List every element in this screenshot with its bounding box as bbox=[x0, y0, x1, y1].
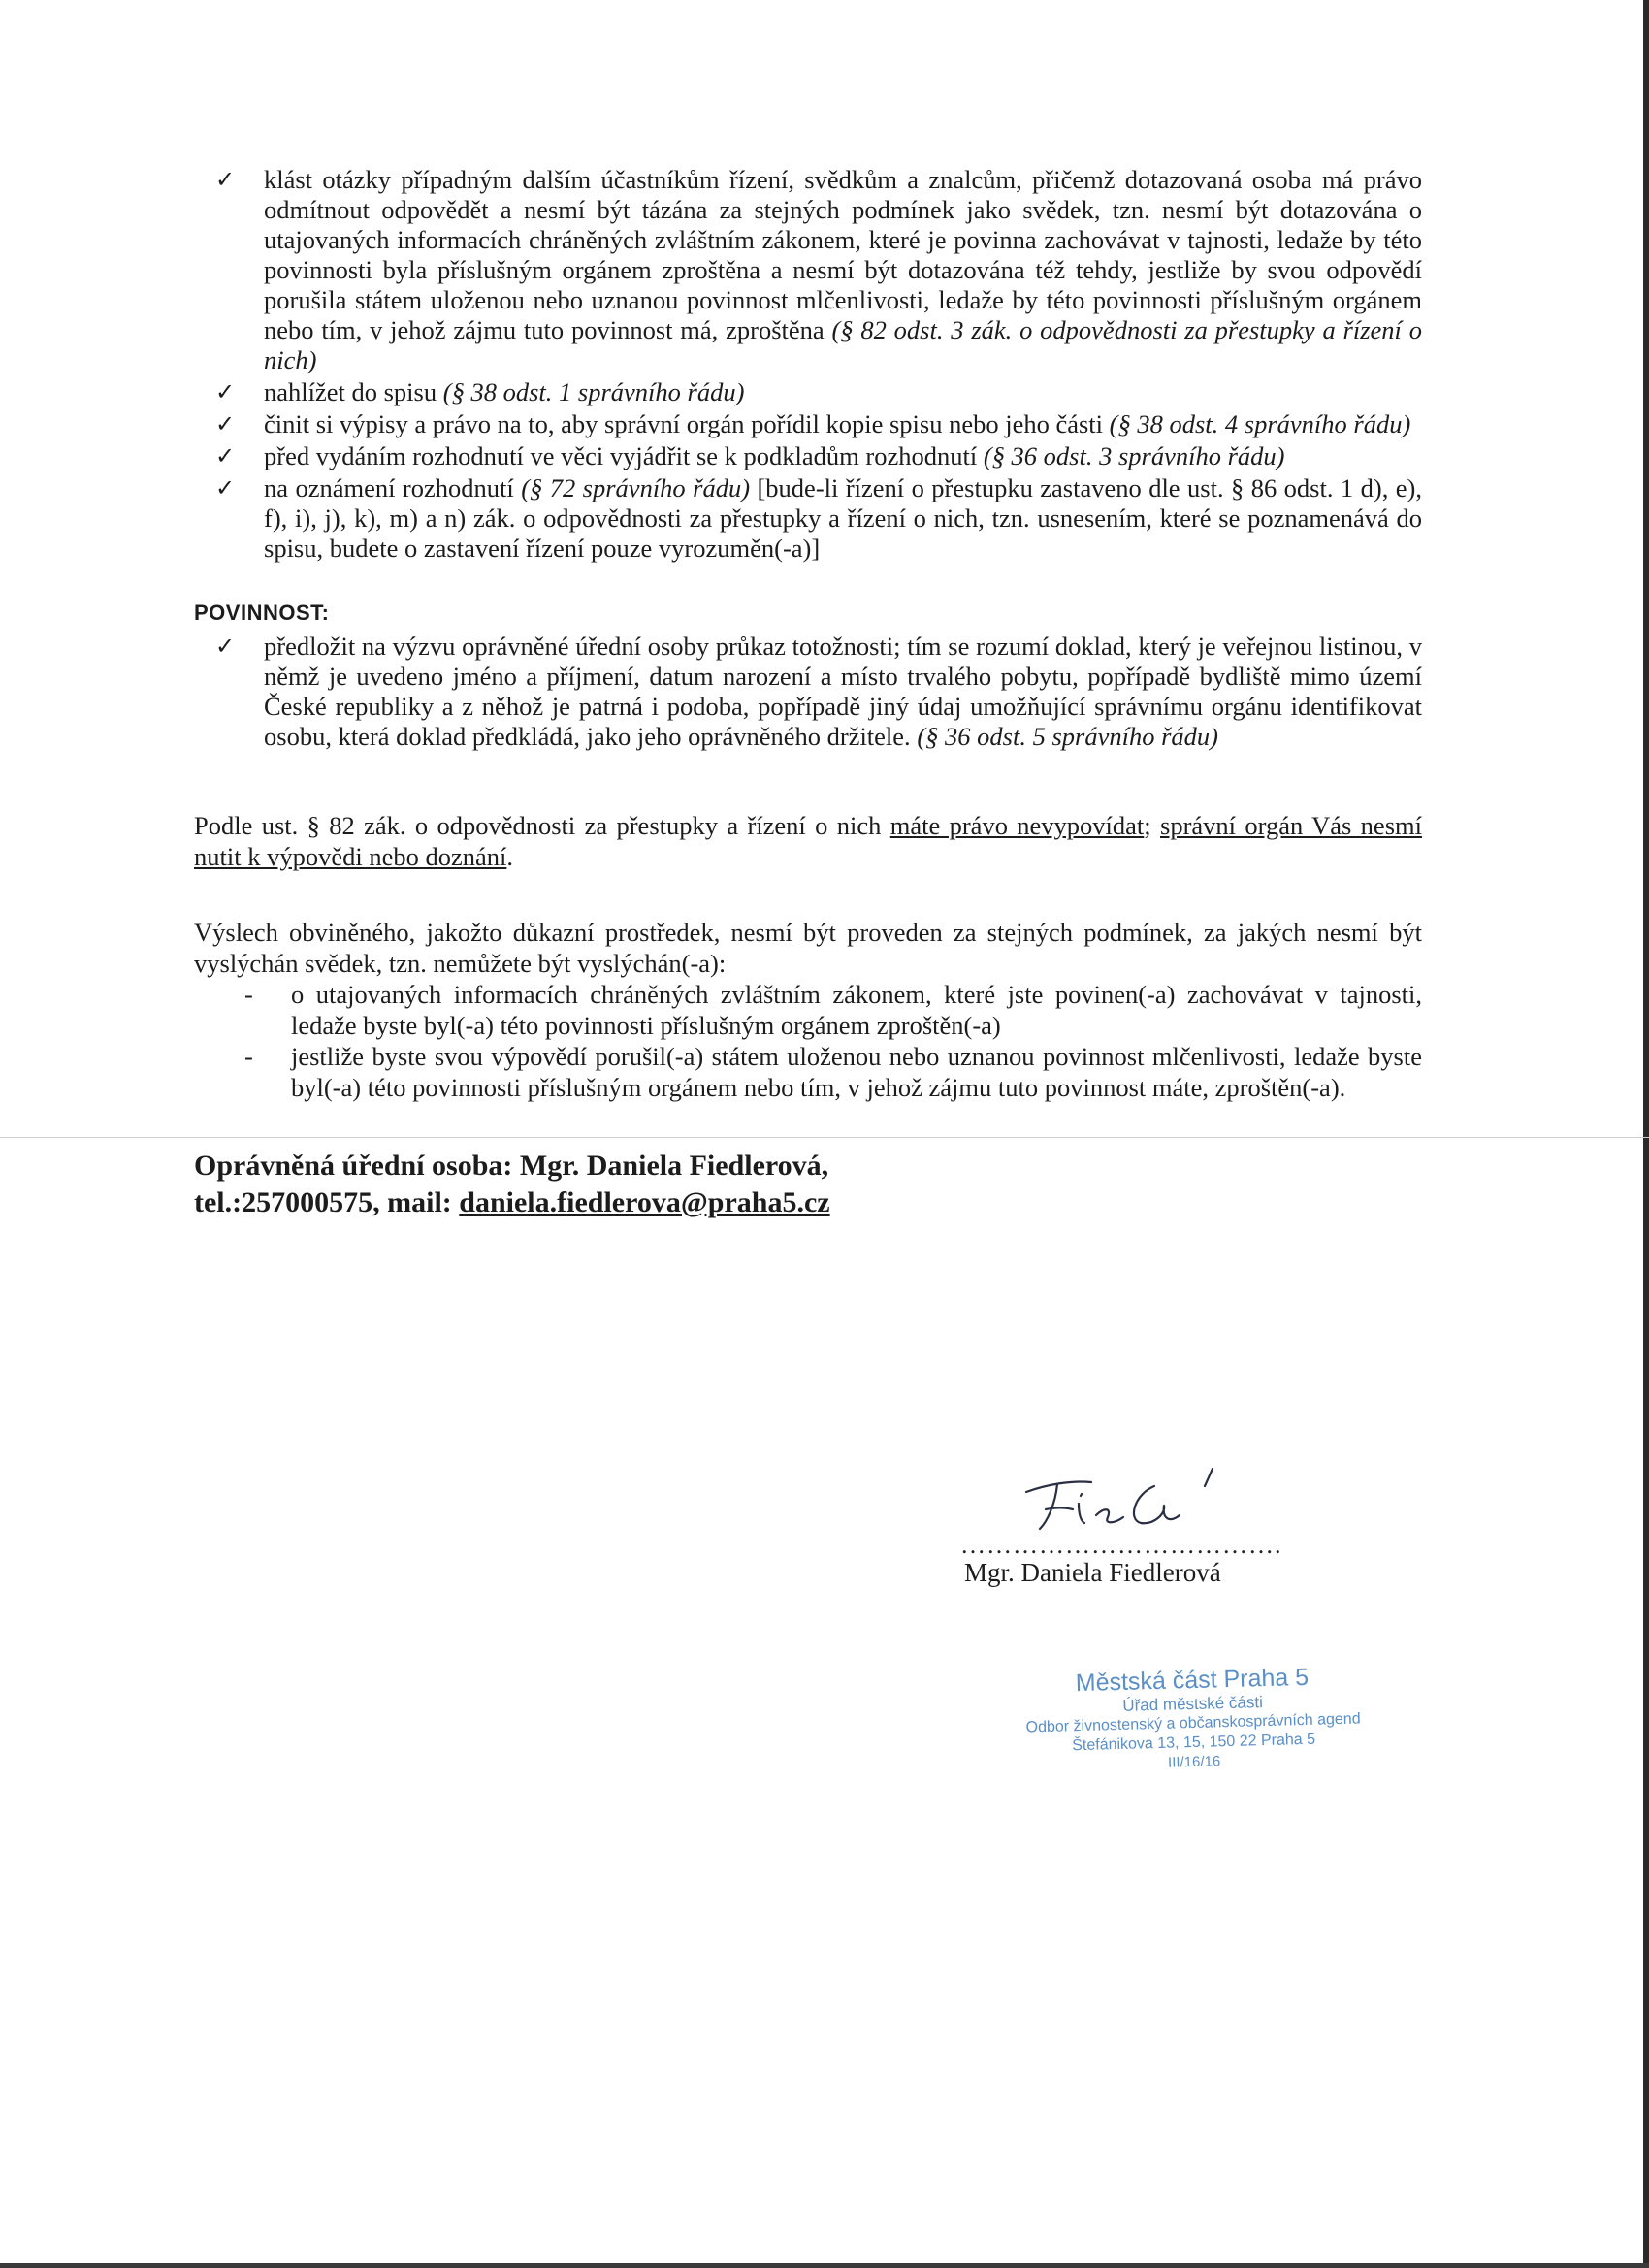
legal-reference: (§ 38 odst. 4 správního řádu) bbox=[1109, 409, 1411, 438]
official-contact-line: tel.:257000575, mail: daniela.fiedlerova@praha5.cz bbox=[194, 1186, 830, 1218]
checkmark-icon: ✓ bbox=[215, 632, 236, 660]
legal-reference: (§ 72 správního řádu) bbox=[521, 473, 751, 502]
document-body bbox=[194, 165, 1422, 1221]
duty-list bbox=[194, 632, 1422, 752]
checkmark-icon: ✓ bbox=[215, 474, 236, 502]
hearing-exception-item: - jestliže byste svou výpovědí porušil(-a) státem uloženou nebo uznanou povinnost mlčenlivosti, ledaže byste byl(-a) této povinnosti příslušným orgánem nebo tím, v jehož zájmu tuto povinnost máte, zproštěn(-a). bbox=[244, 1042, 1422, 1102]
stamp-line: III/16/16 bbox=[1167, 1753, 1221, 1771]
duty-item: ✓ předložit na výzvu oprávněné úřední osoby průkaz totožnosti; tím se rozumí doklad, který je veřejnou listinou, v němž je uvedeno jméno a příjmení, datum narození a místo trvalého pobytu, popřípadě bydliště mimo území České republiky a z něhož je patrná i podoba, popřípadě jiný údaj umožňující správnímu orgánu identifikovat osobu, která doklad předkládá, jako jeho oprávněného držitele. (§ 36 odst. 5 správního řádu) bbox=[215, 632, 1422, 751]
legal-reference: (§ 38 odst. 1 správního řádu) bbox=[442, 377, 745, 406]
dash-bullet: - bbox=[244, 1042, 253, 1071]
official-name-line: Oprávněná úřední osoba: Mgr. Daniela Fiedlerová, bbox=[194, 1150, 829, 1182]
no-coercion-statement: správní orgán Vás nesmí nutit k výpovědi nebo doznání bbox=[194, 811, 1422, 871]
hearing-exception-item: - o utajovaných informacích chráněných zvláštním zákonem, které jste povinen(-a) zachovávat v tajnosti, ledaže byste byl(-a) této povinnosti příslušným orgánem zproštěn(-a) bbox=[244, 980, 1422, 1040]
official-contact bbox=[194, 1148, 1422, 1221]
right-to-silence-paragraph: Podle ust. § 82 zák. o odpovědnosti za přestupky a řízení o nich máte právo nevypovídat; správní orgán Vás nesmí nutit k výpovědi nebo doznání. bbox=[194, 811, 1422, 871]
right-item: ✓ klást otázky případným dalším účastníkům řízení, svědkům a znalcům, přičemž dotazovaná osoba má právo odmítnout odpovědět a nesmí být tázána za stejných podmínek jako svědek, tzn. nesmí být dotazována o utajovaných informacích chráněných zvláštním zákonem, které je povinna zachovávat v tajnosti, ledaže by této povinnosti byla příslušným orgánem zproštěna a nesmí být dotazována též tehdy, jestliže by svou odpovědí porušila státem uloženou nebo uznanou povinnost mlčenlivosti, ledaže by této povinnosti příslušným orgánem nebo tím, v jehož zájmu tuto povinnost má, zproštěna (§ 82 odst. 3 zák. o odpovědnosti za přestupky a řízení o nich) bbox=[215, 165, 1422, 374]
legal-reference: (§ 36 odst. 3 správního řádu) bbox=[983, 441, 1285, 470]
duty-heading: POVINNOST: bbox=[194, 600, 330, 625]
scan-border-right bbox=[1643, 0, 1649, 2268]
checkmark-icon: ✓ bbox=[215, 410, 236, 437]
rights-list bbox=[194, 165, 1422, 564]
right-item: ✓ před vydáním rozhodnutí ve věci vyjádřit se k podkladům rozhodnutí (§ 36 odst. 3 správního řádu) bbox=[215, 441, 1285, 470]
right-item: ✓ na oznámení rozhodnutí (§ 72 správního řádu) [bude-li řízení o přestupku zastaveno dle ust. § 86 odst. 1 d), e), f), i), j), k), m) a n) zák. o odpovědnosti za přestupky a řízení o nich, tzn. usnesením, které se poznamenává do spisu, budete o zastavení řízení pouze vyrozuměn(-a)] bbox=[215, 473, 1422, 563]
checkmark-icon: ✓ bbox=[215, 378, 236, 405]
stamp-line: Štefánikova 13, 15, 150 22 Praha 5 bbox=[1072, 1731, 1316, 1755]
legal-reference: (§ 36 odst. 5 správního řádu) bbox=[917, 722, 1218, 751]
dash-bullet: - bbox=[244, 980, 253, 1009]
hearing-exceptions-list bbox=[194, 979, 1422, 1103]
stamp-line: Odbor živnostenský a občanskosprávních agend bbox=[1025, 1710, 1361, 1736]
signer-name: Mgr. Daniela Fiedlerová bbox=[964, 1558, 1221, 1587]
signature-block bbox=[960, 1465, 1348, 1571]
scan-border-bottom bbox=[0, 2263, 1649, 2268]
office-stamp bbox=[988, 1661, 1399, 1778]
stamp-line: Městská část Praha 5 bbox=[1075, 1663, 1310, 1698]
email-link[interactable]: daniela.fiedlerova@praha5.cz bbox=[459, 1186, 830, 1218]
legal-reference: (§ 82 odst. 3 zák. o odpovědnosti za přestupky a řízení o nich) bbox=[264, 315, 1422, 374]
right-item: ✓ nahlížet do spisu (§ 38 odst. 1 správního řádu) bbox=[215, 377, 745, 406]
hearing-paragraph: Výslech obviněného, jakožto důkazní prostředek, nesmí být proveden za stejných podmínek, za jakých nesmí být vyslýchán svědek, tzn. nemůžete být vyslýchán(-a): bbox=[194, 918, 1422, 978]
signature-line: ………………………………. bbox=[960, 1531, 1282, 1559]
checkmark-icon: ✓ bbox=[215, 442, 236, 470]
checkmark-icon: ✓ bbox=[215, 166, 236, 193]
right-item: ✓ činit si výpisy a právo na to, aby správní orgán pořídil kopie spisu nebo jeho části (§ 38 odst. 4 správního řádu) bbox=[215, 409, 1411, 438]
right-to-remain-silent: máte právo nevypovídat bbox=[889, 811, 1145, 840]
stamp-line: Úřad městské části bbox=[1122, 1693, 1264, 1715]
